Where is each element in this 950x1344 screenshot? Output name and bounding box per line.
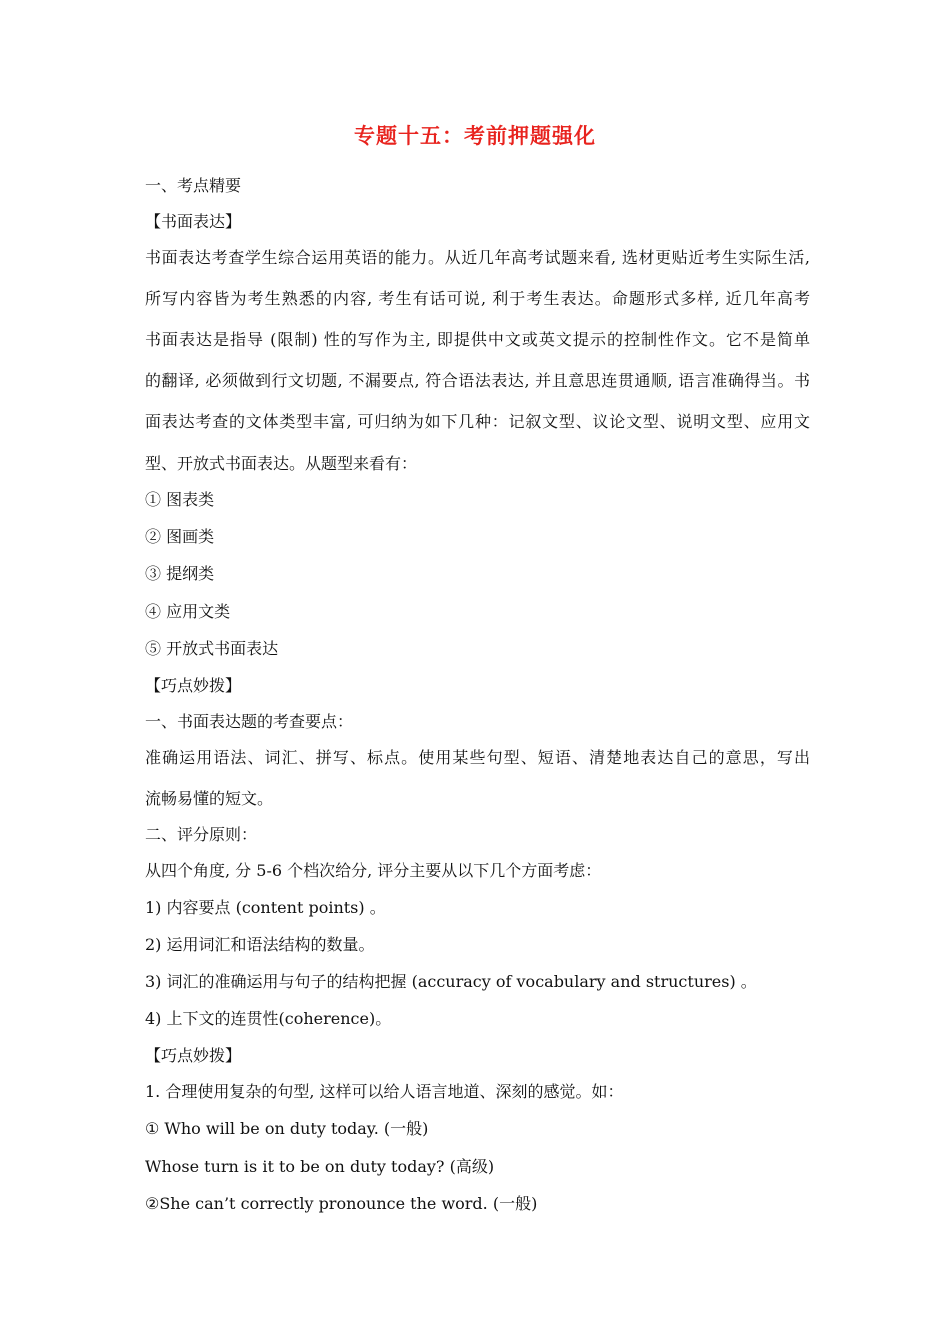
paragraph-line: 面表达考查的文体类型丰富, 可归纳为如下几种：记叙文型、议论文型、说明文型、应用文: [145, 412, 810, 431]
example-sentence: ① Who will be on duty today. (一般): [145, 1119, 429, 1138]
list-item: 2) 运用词汇和语法结构的数量。: [145, 935, 375, 954]
section-heading-key-points: 一、考点精要: [145, 176, 242, 195]
section-heading: 二、评分原则：: [145, 825, 258, 844]
list-item: ⑤ 开放式书面表达: [145, 639, 279, 658]
list-item: ① 图表类: [145, 490, 215, 509]
paragraph-line: 型、开放式书面表达。从题型来看有：: [145, 454, 418, 473]
example-sentence: Whose turn is it to be on duty today? (高级): [145, 1157, 495, 1176]
paragraph-line: 从四个角度, 分 5-6 个档次给分, 评分主要从以下几个方面考虑：: [145, 861, 602, 880]
subheading-tips: 【巧点妙拨】: [145, 676, 242, 695]
list-item: ④ 应用文类: [145, 602, 231, 621]
paragraph-line: 准确运用语法、词汇、拼写、标点。使用某些句型、短语、清楚地表达自己的意思，写出: [145, 748, 810, 767]
section-heading: 一、书面表达题的考查要点：: [145, 712, 354, 731]
page-title: 专题十五：考前押题强化: [354, 123, 596, 148]
paragraph-line: 流畅易懂的短文。: [145, 789, 274, 808]
paragraph-line: 1. 合理使用复杂的句型, 这样可以给人语言地道、深刻的感觉。如：: [145, 1082, 624, 1101]
list-item: 1) 内容要点 (content points) 。: [145, 898, 386, 917]
subheading-tips: 【巧点妙拨】: [145, 1046, 242, 1065]
list-item: 3) 词汇的准确运用与句子的结构把握 (accuracy of vocabulary and structures) 。: [145, 972, 757, 991]
paragraph-line: 书面表达考查学生综合运用英语的能力。从近几年高考试题来看, 选材更贴近考生实际生活,: [145, 248, 810, 267]
list-item: ③ 提纲类: [145, 564, 215, 583]
subheading-writing: 【书面表达】: [145, 212, 242, 231]
list-item: 4) 上下文的连贯性(coherence)。: [145, 1009, 392, 1028]
paragraph-line: 所写内容皆为考生熟悉的内容, 考生有话可说, 利于考生表达。命题形式多样, 近几年高考: [145, 289, 810, 308]
paragraph-line: 的翻译, 必须做到行文切题, 不漏要点, 符合语法表达, 并且意思连贯通顺, 语言准确得当。书: [145, 371, 810, 390]
list-item: ② 图画类: [145, 527, 215, 546]
example-sentence: ②She can’t correctly pronounce the word. (一般): [145, 1194, 538, 1213]
paragraph-line: 书面表达是指导 (限制) 性的写作为主, 即提供中文或英文提示的控制性作文。它不是简单: [145, 330, 810, 349]
